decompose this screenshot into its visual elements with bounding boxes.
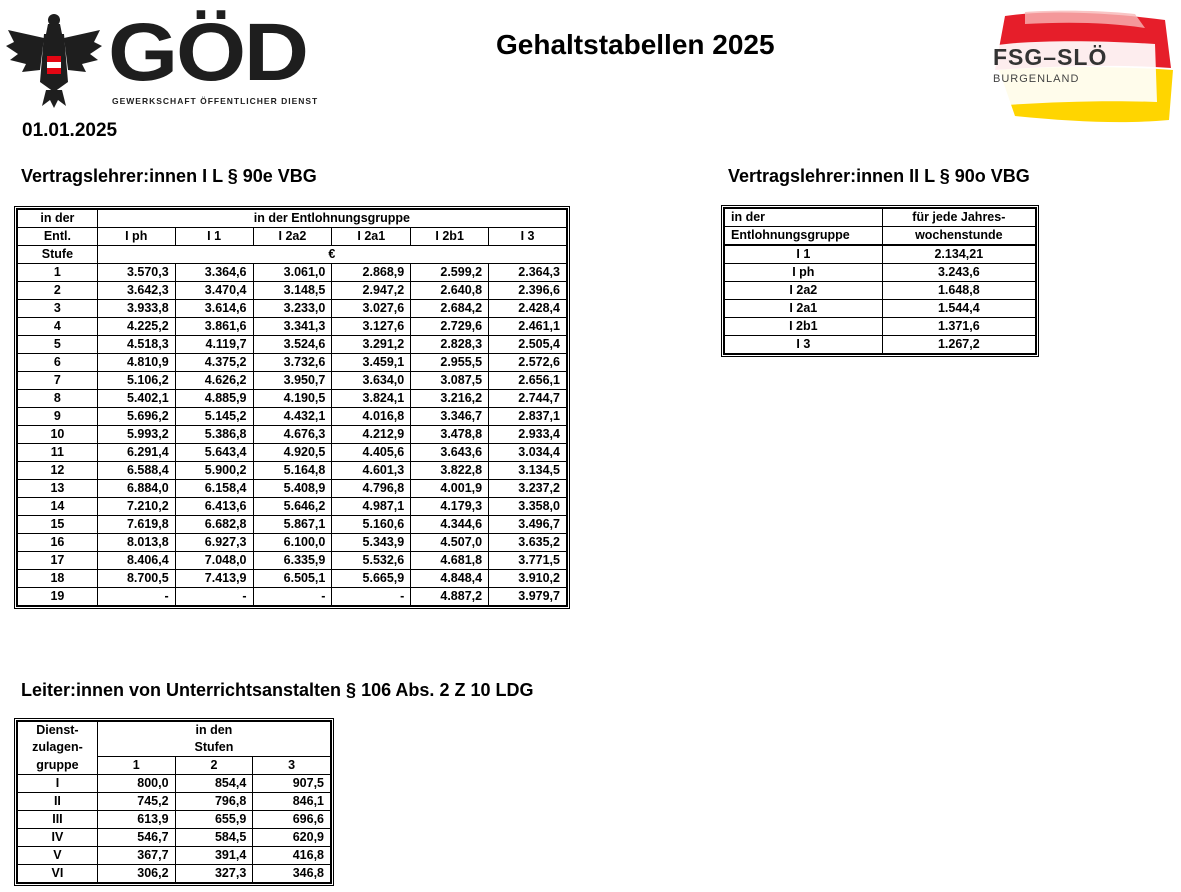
salary-cell: 4.225,2 <box>97 318 175 336</box>
salary-cell: 5.343,9 <box>332 534 411 552</box>
salary-cell: 3.346,7 <box>411 408 489 426</box>
salary-cell: 4.681,8 <box>411 552 489 570</box>
salary-cell: 2.364,3 <box>489 264 567 282</box>
group-column-header: I ph <box>97 228 175 246</box>
salary-cell: 3.642,3 <box>97 282 175 300</box>
stufe-cell: 15 <box>18 516 98 534</box>
salary-cell: 2.729,6 <box>411 318 489 336</box>
group-header-cell: Dienst- <box>18 722 98 740</box>
salary-cell: 3.771,5 <box>489 552 567 570</box>
salary-cell: 3.216,2 <box>411 390 489 408</box>
salary-cell: 4.887,2 <box>411 588 489 606</box>
table-row <box>18 847 331 865</box>
salary-cell: 3.496,7 <box>489 516 567 534</box>
allowance-table-grid <box>17 721 331 883</box>
amount-cell: 1.544,4 <box>882 300 1035 318</box>
allowance-cell: 854,4 <box>175 775 253 793</box>
header-row <box>18 210 567 228</box>
allowance-cell: 367,7 <box>97 847 175 865</box>
salary-cell: 2.572,6 <box>489 354 567 372</box>
salary-cell: 2.947,2 <box>332 282 411 300</box>
salary-cell: 3.570,3 <box>97 264 175 282</box>
effective-date: 01.01.2025 <box>22 120 118 141</box>
table-row <box>18 570 567 588</box>
salary-cell: 4.518,3 <box>97 336 175 354</box>
table-row <box>18 354 567 372</box>
god-logo-text: GÖD <box>108 7 307 98</box>
stufe-cell: 3 <box>18 300 98 318</box>
stufe-cell: 12 <box>18 462 98 480</box>
salary-cell: 2.868,9 <box>332 264 411 282</box>
table-row <box>18 588 567 606</box>
salary-cell: 3.364,6 <box>175 264 253 282</box>
salary-cell: 2.828,3 <box>411 336 489 354</box>
salary-cell: 3.341,3 <box>253 318 332 336</box>
salary-cell: 5.900,2 <box>175 462 253 480</box>
salary-cell: 4.601,3 <box>332 462 411 480</box>
group-column-header: I 2b1 <box>411 228 489 246</box>
salary-cell: 3.470,4 <box>175 282 253 300</box>
salary-cell: 4.190,5 <box>253 390 332 408</box>
salary-cell: 3.861,6 <box>175 318 253 336</box>
salary-cell: 3.291,2 <box>332 336 411 354</box>
salary-cell: 2.640,8 <box>411 282 489 300</box>
fsg-logo-region: BURGENLAND <box>993 73 1080 85</box>
salary-cell: 6.158,4 <box>175 480 253 498</box>
salary-cell: 3.933,8 <box>97 300 175 318</box>
group-header-cell: in der Entlohnungsgruppe <box>97 210 566 228</box>
table-row <box>18 462 567 480</box>
salary-cell: 4.987,1 <box>332 498 411 516</box>
salary-cell: 2.461,1 <box>489 318 567 336</box>
page-title: Gehaltstabellen 2025 <box>496 29 775 60</box>
salary-cell: - <box>253 588 332 606</box>
group-header-cell: in der <box>725 209 883 227</box>
salary-cell: 5.696,2 <box>97 408 175 426</box>
table-row <box>18 408 567 426</box>
table-row <box>18 480 567 498</box>
salary-cell: 4.796,8 <box>332 480 411 498</box>
salary-cell: 5.532,6 <box>332 552 411 570</box>
stufe-column-header: 3 <box>253 757 331 775</box>
stufe-column-header: 2 <box>175 757 253 775</box>
group-cell: I 2b1 <box>725 318 883 336</box>
salary-cell: 3.459,1 <box>332 354 411 372</box>
group-cell: V <box>18 847 98 865</box>
salary-cell: 4.676,3 <box>253 426 332 444</box>
table-row <box>18 534 567 552</box>
salary-cell: 3.732,6 <box>253 354 332 372</box>
salary-cell: 3.127,6 <box>332 318 411 336</box>
amount-header-cell: wochenstunde <box>882 227 1035 246</box>
salary-cell: - <box>175 588 253 606</box>
stufe-cell: 2 <box>18 282 98 300</box>
salary-cell: 5.867,1 <box>253 516 332 534</box>
salary-cell: 4.810,9 <box>97 354 175 372</box>
allowance-cell: 584,5 <box>175 829 253 847</box>
salary-cell: 2.955,5 <box>411 354 489 372</box>
table-row <box>725 282 1036 300</box>
salary-cell: 5.386,8 <box>175 426 253 444</box>
salary-cell: 2.684,2 <box>411 300 489 318</box>
salary-cell: 7.210,2 <box>97 498 175 516</box>
salary-cell: 6.100,0 <box>253 534 332 552</box>
group-column-header: I 3 <box>489 228 567 246</box>
salary-cell: 2.428,4 <box>489 300 567 318</box>
table-row <box>18 811 331 829</box>
allowance-cell: 620,9 <box>253 829 331 847</box>
stufe-cell: 18 <box>18 570 98 588</box>
salary-cell: 2.599,2 <box>411 264 489 282</box>
salary-cell: - <box>332 588 411 606</box>
allowance-cell: 391,4 <box>175 847 253 865</box>
salary-cell: 5.402,1 <box>97 390 175 408</box>
salary-cell: 2.656,1 <box>489 372 567 390</box>
allowance-cell: 306,2 <box>97 865 175 883</box>
table-row <box>18 372 567 390</box>
stufe-cell: 6 <box>18 354 98 372</box>
salary-cell: 6.927,3 <box>175 534 253 552</box>
stufe-cell: 17 <box>18 552 98 570</box>
salary-cell: 2.505,4 <box>489 336 567 354</box>
header-row <box>18 228 567 246</box>
salary-cell: 5.145,2 <box>175 408 253 426</box>
stufen-header-cell: in den <box>97 722 330 740</box>
table1-title: Vertragslehrer:innen I L § 90e VBG <box>21 166 317 186</box>
stufe-cell: 13 <box>18 480 98 498</box>
group-cell: IV <box>18 829 98 847</box>
table-row <box>18 498 567 516</box>
salary-cell: 6.335,9 <box>253 552 332 570</box>
salary-cell: 3.358,0 <box>489 498 567 516</box>
allowance-cell: 745,2 <box>97 793 175 811</box>
salary-cell: 4.507,0 <box>411 534 489 552</box>
table-row <box>18 390 567 408</box>
allowance-cell: 613,9 <box>97 811 175 829</box>
table-row <box>725 336 1036 354</box>
fsg-logo-text: FSG–SLÖ <box>993 44 1108 70</box>
stufe-cell: 4 <box>18 318 98 336</box>
header-row <box>18 739 331 757</box>
currency-cell: € <box>97 246 566 264</box>
table3-title: Leiter:innen von Unterrichtsanstalten § 106 Abs. 2 Z 10 LDG <box>21 680 534 700</box>
salary-cell: 3.148,5 <box>253 282 332 300</box>
salary-cell: 3.237,2 <box>489 480 567 498</box>
salary-cell: 2.837,1 <box>489 408 567 426</box>
group-header-cell: gruppe <box>18 757 98 775</box>
salary-cell: 3.979,7 <box>489 588 567 606</box>
salary-cell: 4.848,4 <box>411 570 489 588</box>
salary-cell: 3.478,8 <box>411 426 489 444</box>
amount-header-cell: für jede Jahres- <box>882 209 1035 227</box>
table-row <box>18 264 567 282</box>
stufe-cell: 10 <box>18 426 98 444</box>
salary-cell: 5.408,9 <box>253 480 332 498</box>
salary-cell: 3.027,6 <box>332 300 411 318</box>
group-header-cell: Entlohnungsgruppe <box>725 227 883 246</box>
salary-cell: 5.160,6 <box>332 516 411 534</box>
salary-cell: 3.635,2 <box>489 534 567 552</box>
salary-cell: 4.119,7 <box>175 336 253 354</box>
salary-cell: 5.643,4 <box>175 444 253 462</box>
allowance-cell: 655,9 <box>175 811 253 829</box>
table-row <box>18 318 567 336</box>
header-row <box>725 209 1036 227</box>
salary-cell: 6.505,1 <box>253 570 332 588</box>
salary-cell: 4.405,6 <box>332 444 411 462</box>
group-cell: VI <box>18 865 98 883</box>
table-row <box>18 336 567 354</box>
god-eagle-logo-icon <box>4 12 104 108</box>
stufe-header-cell: Entl. <box>18 228 98 246</box>
group-cell: I ph <box>725 264 883 282</box>
salary-cell: 5.646,2 <box>253 498 332 516</box>
amount-cell: 1.267,2 <box>882 336 1035 354</box>
table-row <box>18 793 331 811</box>
stufe-column-header: 1 <box>97 757 175 775</box>
salary-cell: 3.061,0 <box>253 264 332 282</box>
salary-cell: 6.884,0 <box>97 480 175 498</box>
salary-cell: 5.665,9 <box>332 570 411 588</box>
salary-cell: 3.634,0 <box>332 372 411 390</box>
amount-cell: 1.371,6 <box>882 318 1035 336</box>
salary-cell: 6.588,4 <box>97 462 175 480</box>
salary-cell: 4.920,5 <box>253 444 332 462</box>
table-row <box>18 300 567 318</box>
salary-table-i-grid <box>17 209 567 606</box>
salary-cell: 3.134,5 <box>489 462 567 480</box>
stufe-cell: 16 <box>18 534 98 552</box>
group-cell: I 2a1 <box>725 300 883 318</box>
table-row <box>725 264 1036 282</box>
stufen-header-cell: Stufen <box>97 739 330 757</box>
table-row <box>18 516 567 534</box>
table-row <box>18 552 567 570</box>
salary-cell: 3.233,0 <box>253 300 332 318</box>
stufe-cell: 7 <box>18 372 98 390</box>
salary-cell: 8.700,5 <box>97 570 175 588</box>
group-cell: I 1 <box>725 245 883 264</box>
table-row <box>725 300 1036 318</box>
salary-cell: 4.375,2 <box>175 354 253 372</box>
group-column-header: I 1 <box>175 228 253 246</box>
allowance-cell: 546,7 <box>97 829 175 847</box>
table2-title: Vertragslehrer:innen II L § 90o VBG <box>728 166 1030 186</box>
salary-table-ii-grid <box>724 208 1036 354</box>
salary-cell: 2.744,7 <box>489 390 567 408</box>
salary-cell: 5.106,2 <box>97 372 175 390</box>
god-logo-subtitle: GEWERKSCHAFT ÖFFENTLICHER DIENST <box>112 96 319 106</box>
table-row <box>18 426 567 444</box>
table-row <box>18 282 567 300</box>
salary-cell: 4.432,1 <box>253 408 332 426</box>
salary-cell: 4.016,8 <box>332 408 411 426</box>
amount-cell: 3.243,6 <box>882 264 1035 282</box>
table-row <box>18 444 567 462</box>
group-cell: I 2a2 <box>725 282 883 300</box>
allowance-cell: 327,3 <box>175 865 253 883</box>
stufe-cell: 5 <box>18 336 98 354</box>
salary-cell: 8.013,8 <box>97 534 175 552</box>
stufe-header-cell: Stufe <box>18 246 98 264</box>
allowance-cell: 907,5 <box>253 775 331 793</box>
salary-cell: 3.034,4 <box>489 444 567 462</box>
salary-cell: 2.396,6 <box>489 282 567 300</box>
group-cell: I 3 <box>725 336 883 354</box>
salary-table-i <box>14 206 570 609</box>
group-header-cell: zulagen- <box>18 739 98 757</box>
group-cell: II <box>18 793 98 811</box>
group-cell: I <box>18 775 98 793</box>
table-row <box>725 318 1036 336</box>
salary-cell: 3.824,1 <box>332 390 411 408</box>
table-row <box>18 829 331 847</box>
salary-cell: 3.643,6 <box>411 444 489 462</box>
salary-cell: 4.179,3 <box>411 498 489 516</box>
stufe-cell: 19 <box>18 588 98 606</box>
salary-cell: 8.406,4 <box>97 552 175 570</box>
group-cell: III <box>18 811 98 829</box>
allowance-table <box>14 718 334 886</box>
salary-cell: 4.626,2 <box>175 372 253 390</box>
stufe-cell: 14 <box>18 498 98 516</box>
header-row <box>18 246 567 264</box>
amount-cell: 1.648,8 <box>882 282 1035 300</box>
header-row <box>18 722 331 740</box>
salary-cell: 3.524,6 <box>253 336 332 354</box>
salary-cell: 6.682,8 <box>175 516 253 534</box>
allowance-cell: 346,8 <box>253 865 331 883</box>
salary-cell: 5.164,8 <box>253 462 332 480</box>
salary-cell: 7.048,0 <box>175 552 253 570</box>
salary-table-ii <box>721 205 1039 357</box>
salary-cell: 7.413,9 <box>175 570 253 588</box>
table-row <box>725 245 1036 264</box>
stufe-header-cell: in der <box>18 210 98 228</box>
salary-cell: 3.822,8 <box>411 462 489 480</box>
allowance-cell: 800,0 <box>97 775 175 793</box>
salary-cell: 7.619,8 <box>97 516 175 534</box>
allowance-cell: 696,6 <box>253 811 331 829</box>
salary-cell: 5.993,2 <box>97 426 175 444</box>
salary-cell: 6.413,6 <box>175 498 253 516</box>
amount-cell: 2.134,21 <box>882 245 1035 264</box>
stufe-cell: 1 <box>18 264 98 282</box>
table-row <box>18 775 331 793</box>
header-row <box>18 757 331 775</box>
salary-cell: 3.950,7 <box>253 372 332 390</box>
group-column-header: I 2a2 <box>253 228 332 246</box>
salary-cell: 4.344,6 <box>411 516 489 534</box>
stufe-cell: 8 <box>18 390 98 408</box>
salary-cell: 4.885,9 <box>175 390 253 408</box>
salary-cell: - <box>97 588 175 606</box>
table-row <box>18 865 331 883</box>
salary-cell: 4.212,9 <box>332 426 411 444</box>
allowance-cell: 846,1 <box>253 793 331 811</box>
allowance-cell: 416,8 <box>253 847 331 865</box>
stufe-cell: 11 <box>18 444 98 462</box>
salary-cell: 6.291,4 <box>97 444 175 462</box>
allowance-cell: 796,8 <box>175 793 253 811</box>
header-row <box>725 227 1036 246</box>
salary-cell: 3.614,6 <box>175 300 253 318</box>
salary-cell: 3.910,2 <box>489 570 567 588</box>
salary-cell: 4.001,9 <box>411 480 489 498</box>
salary-cell: 2.933,4 <box>489 426 567 444</box>
salary-cell: 3.087,5 <box>411 372 489 390</box>
stufe-cell: 9 <box>18 408 98 426</box>
group-column-header: I 2a1 <box>332 228 411 246</box>
